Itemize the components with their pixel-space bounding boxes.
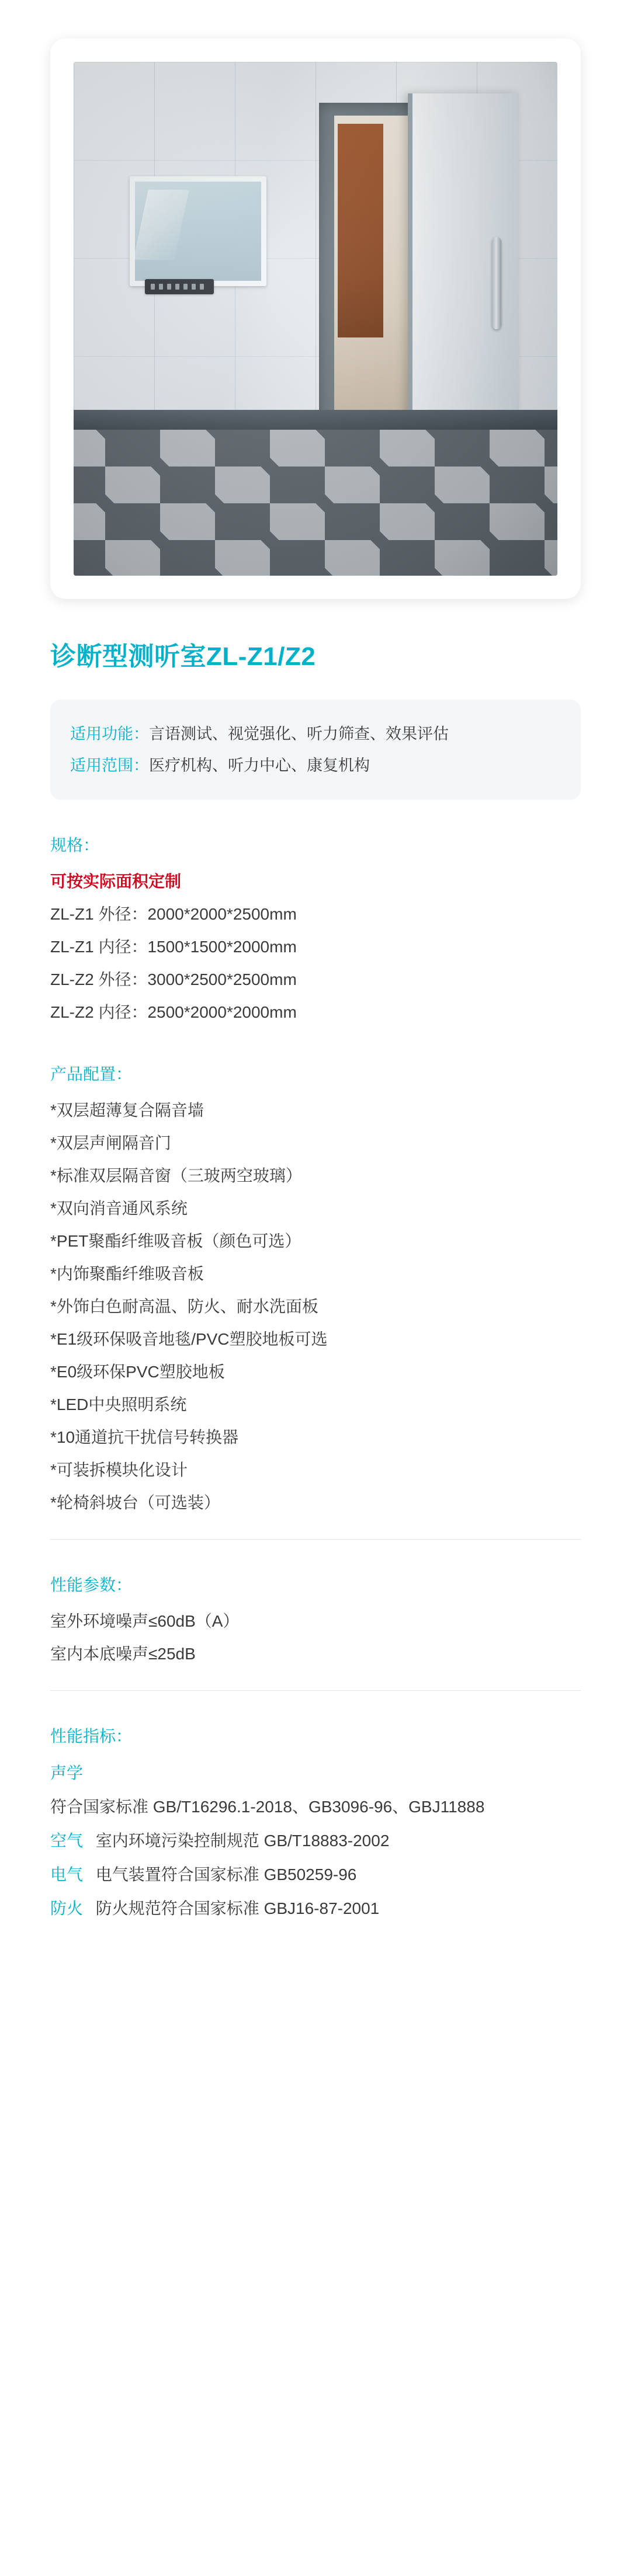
indicators-heading: 性能指标： bbox=[50, 1727, 133, 1745]
spec-heading: 规格： bbox=[50, 836, 100, 854]
info-row-function bbox=[70, 719, 561, 749]
configuration-item: *双层超薄复合隔音墙 bbox=[50, 1101, 204, 1119]
hero-image-section bbox=[0, 0, 631, 599]
product-photo bbox=[74, 62, 557, 576]
bottom-spacer bbox=[0, 1926, 631, 1961]
spec-section bbox=[0, 833, 631, 1029]
info-value-function: 言语测试、视觉强化、听力筛查、效果评估 bbox=[149, 725, 449, 743]
spec-item: ZL-Z2 内径：2500*2000*2000mm bbox=[50, 1003, 297, 1021]
performance-item: 室内本底噪声≤25dB bbox=[50, 1645, 196, 1663]
configuration-heading: 产品配置： bbox=[50, 1065, 133, 1083]
spec-item: ZL-Z1 外径：2000*2000*2500mm bbox=[50, 905, 297, 923]
info-row-scope bbox=[70, 751, 561, 780]
configuration-item: *E1级环保吸音地毯/PVC塑胶地板可选 bbox=[50, 1330, 328, 1348]
configuration-item: *标准双层隔音窗（三玻两空玻璃） bbox=[50, 1167, 302, 1185]
indicator-value-acoustic: 符合国家标准 GB/T16296.1-2018、GB3096-96、GBJ11888 bbox=[50, 1798, 485, 1816]
configuration-item: *可装拆模块化设计 bbox=[50, 1461, 188, 1479]
spec-highlight: 可按实际面积定制 bbox=[50, 872, 182, 890]
indicator-row-acoustic bbox=[50, 1756, 581, 1824]
indicators-section bbox=[0, 1724, 631, 1926]
configuration-section bbox=[0, 1061, 631, 1519]
indicator-value-air: 室内环境污染控制规范 GB/T18883-2002 bbox=[95, 1832, 390, 1850]
indicator-label-fireproof: 防火 bbox=[50, 1899, 84, 1917]
info-label-scope: 适用范围： bbox=[70, 757, 149, 774]
indicator-value-electrical: 电气装置符合国家标准 GB50259-96 bbox=[95, 1865, 357, 1884]
hero-image-card bbox=[50, 39, 581, 599]
configuration-item: *E0级环保PVC塑胶地板 bbox=[50, 1363, 225, 1381]
indicator-row-fireproof bbox=[50, 1892, 581, 1926]
configuration-item: *外饰白色耐高温、防火、耐水洗面板 bbox=[50, 1297, 318, 1315]
photo-vignette bbox=[74, 62, 557, 576]
section-divider bbox=[50, 1539, 581, 1540]
performance-item: 室外环境噪声≤60dB（A） bbox=[50, 1612, 240, 1630]
indicator-label-electrical: 电气 bbox=[50, 1865, 84, 1884]
configuration-item: *LED中央照明系统 bbox=[50, 1395, 187, 1414]
section-divider bbox=[50, 1690, 581, 1691]
spec-item: ZL-Z1 内径：1500*1500*2000mm bbox=[50, 938, 297, 956]
performance-heading: 性能参数： bbox=[50, 1576, 133, 1594]
configuration-item: *PET聚酯纤维吸音板（颜色可选） bbox=[50, 1232, 301, 1250]
indicator-label-air: 空气 bbox=[50, 1832, 84, 1850]
performance-section bbox=[0, 1572, 631, 1670]
info-value-scope: 医疗机构、听力中心、康复机构 bbox=[149, 757, 370, 774]
configuration-item: *10通道抗干扰信号转换器 bbox=[50, 1428, 239, 1446]
info-label-function: 适用功能： bbox=[70, 725, 149, 743]
configuration-item: *双层声闸隔音门 bbox=[50, 1134, 171, 1152]
configuration-item: *轮椅斜坡台（可选装） bbox=[50, 1494, 220, 1512]
info-card bbox=[50, 699, 581, 800]
indicator-row-electrical bbox=[50, 1858, 581, 1892]
indicator-row-air bbox=[50, 1824, 581, 1858]
configuration-item: *内饰聚酯纤维吸音板 bbox=[50, 1265, 204, 1283]
page-title: 诊断型测听室ZL-Z1/Z2 bbox=[50, 642, 316, 671]
indicator-value-fireproof: 防火规范符合国家标准 GBJ16-87-2001 bbox=[95, 1899, 380, 1917]
configuration-item: *双向消音通风系统 bbox=[50, 1199, 188, 1217]
indicator-label-acoustic: 声学 bbox=[50, 1764, 84, 1782]
spec-item: ZL-Z2 外径：3000*2500*2500mm bbox=[50, 970, 297, 988]
